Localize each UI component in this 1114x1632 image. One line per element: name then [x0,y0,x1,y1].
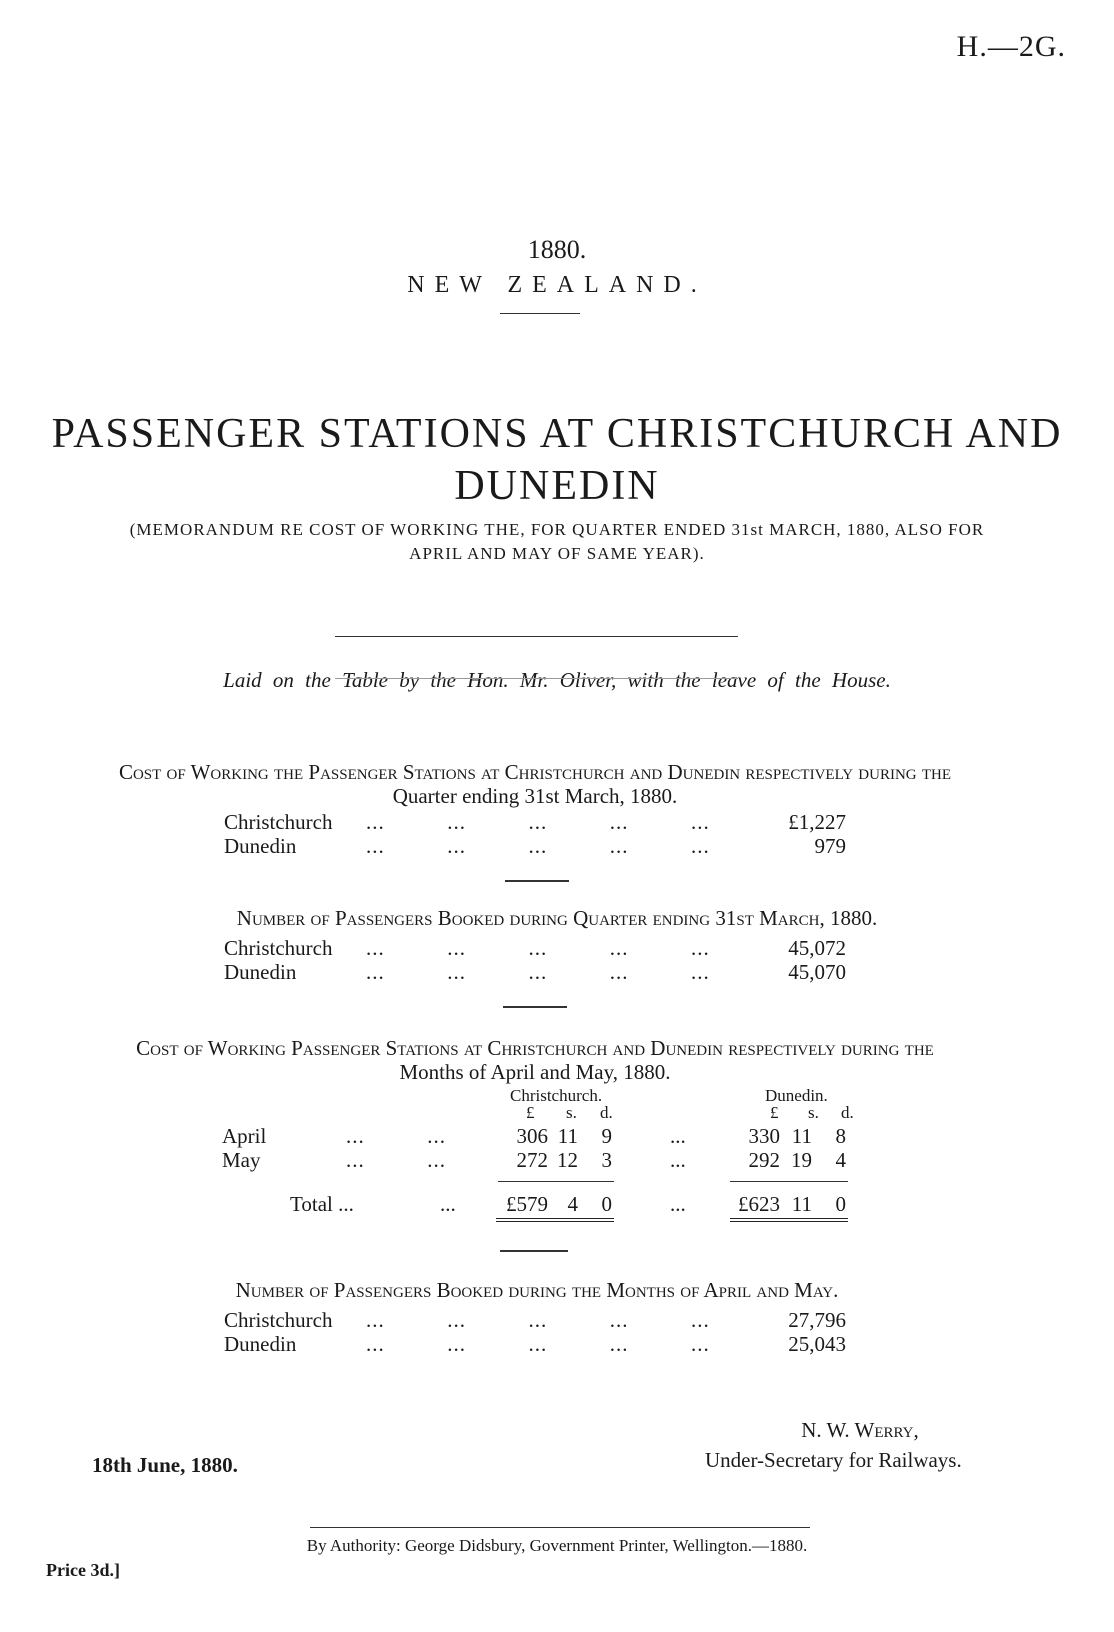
title-line-1: PASSENGER STATIONS AT CHRISTCHURCH AND [51,411,1063,457]
leader-dots: ... ... ... ... ... [366,1308,710,1332]
dunedin-pence: 8 [835,1124,846,1148]
leader-dots: ... ... [346,1148,446,1172]
dunedin-pounds: 292 [748,1148,780,1172]
dunedin-pence: 4 [835,1148,846,1172]
divider-rule [500,313,580,314]
christchurch-pounds: 306 [516,1124,548,1148]
leader-dots: ... ... ... ... ... [366,1332,710,1356]
mid-dots: ... [670,1148,686,1172]
column-header-christchurch: Christchurch. [510,1086,603,1105]
table-row [0,1124,1114,1148]
total-double-rule-dunedin [730,1218,848,1224]
leader-dots: ... ... [346,1124,446,1148]
christchurch-total-shillings: 4 [567,1192,578,1216]
column-header-dunedin: Dunedin. [765,1086,828,1105]
divider-rule [503,1006,567,1008]
dunedin-shillings: 19 [791,1148,812,1172]
document-date: 18th June, 1880. [92,1453,238,1477]
section3-heading-line-1: Cost of Working Passenger Stations at Christchurch and Dunedin respectively during the [136,1036,934,1060]
subtitle-line-2: APRIL AND MAY OF SAME YEAR). [409,544,705,563]
row-value: £1,227 [788,810,846,834]
dunedin-total-pounds: £623 [738,1192,780,1216]
laid-on-table-note: Laid on the Table by the Hon. Mr. Oliver, with the leave of the House. [223,668,891,692]
row-label: Christchurch [224,1308,333,1332]
leader-dots: ... [440,1192,456,1216]
table-row [0,960,1114,984]
divider-rule [500,1250,568,1252]
row-label: Dunedin [224,960,297,984]
section4-heading: Number of Passengers Booked during the Months of April and May. [235,1278,839,1302]
unit-shillings: s. [566,1103,577,1122]
document-year: 1880. [527,235,587,264]
subtitle-line-1: (MEMORANDUM RE COST OF WORKING THE, FOR QUARTER ENDED 31st MARCH, 1880, ALSO FOR [129,520,985,539]
table-row [0,810,1114,834]
christchurch-total-pence: 0 [601,1192,612,1216]
dunedin-total-shillings: 11 [791,1192,812,1216]
leader-dots: ... ... ... ... ... [366,834,710,858]
row-value: 45,072 [788,936,846,960]
dunedin-shillings: 11 [791,1124,812,1148]
leader-dots: ... ... ... ... ... [366,936,710,960]
christchurch-pence: 3 [601,1148,612,1172]
unit-pounds: £ [770,1103,779,1122]
page-reference: H.—2G. [956,30,1066,63]
leader-dots: ... ... ... ... ... [366,810,710,834]
table-row [0,1308,1114,1332]
section2-heading: Number of Passengers Booked during Quarter ending 31st March, 1880. [236,906,878,930]
imprint-rule [310,1527,810,1528]
unit-pence: d. [600,1103,613,1122]
section3-heading [44,1036,1026,1084]
row-label: Christchurch [224,810,333,834]
mid-dots: ... [670,1192,686,1216]
section1-heading-line-2: Quarter ending 31st March, 1880. [392,784,678,808]
row-label: May [222,1148,261,1172]
printer-imprint: By Authority: George Didsbury, Government Printer, Wellington.—1880. [306,1536,808,1555]
signatory-title: Under-Secretary for Railways. [705,1448,962,1472]
table-row [0,1332,1114,1356]
row-label: Christchurch [224,936,333,960]
dunedin-pounds: 330 [748,1124,780,1148]
table-row [0,936,1114,960]
table-row [0,834,1114,858]
christchurch-shillings: 11 [557,1124,578,1148]
subtotal-rule-dunedin [730,1181,848,1182]
total-label: Total ... [290,1192,354,1216]
unit-pounds: £ [526,1103,535,1122]
section3-heading-line-2: Months of April and May, 1880. [399,1060,671,1084]
leader-dots: ... ... ... ... ... [366,960,710,984]
document-subtitle [0,518,1114,566]
row-label: Dunedin [224,834,297,858]
row-label: April [222,1124,267,1148]
row-label: Dunedin [224,1332,297,1356]
row-value: 979 [814,834,846,858]
christchurch-pounds: 272 [516,1148,548,1172]
dunedin-total-pence: 0 [835,1192,846,1216]
section1-heading-line-1: Cost of Working the Passenger Stations at Christchurch and Dunedin respectively during the [118,760,952,784]
laid-rule-bottom [335,678,738,679]
subtotal-rule-christchurch [498,1181,614,1182]
signatory-name: N. W. Werry, [801,1418,919,1442]
laid-rule-top [335,636,738,637]
unit-pence: d. [841,1103,854,1122]
total-row [0,1192,1114,1216]
unit-shillings: s. [808,1103,819,1122]
table-row [0,1148,1114,1172]
mid-dots: ... [670,1124,686,1148]
title-line-2: DUNEDIN [454,463,660,509]
country-heading: NEW ZEALAND. [407,272,707,298]
christchurch-total-pounds: £579 [506,1192,548,1216]
christchurch-pence: 9 [601,1124,612,1148]
document-title [0,408,1114,512]
row-value: 27,796 [788,1308,846,1332]
price-note: Price 3d.] [46,1560,120,1580]
row-value: 45,070 [788,960,846,984]
section1-heading [44,760,1026,808]
divider-rule [505,880,569,882]
row-value: 25,043 [788,1332,846,1356]
total-double-rule-christchurch [496,1218,614,1224]
christchurch-shillings: 12 [557,1148,578,1172]
